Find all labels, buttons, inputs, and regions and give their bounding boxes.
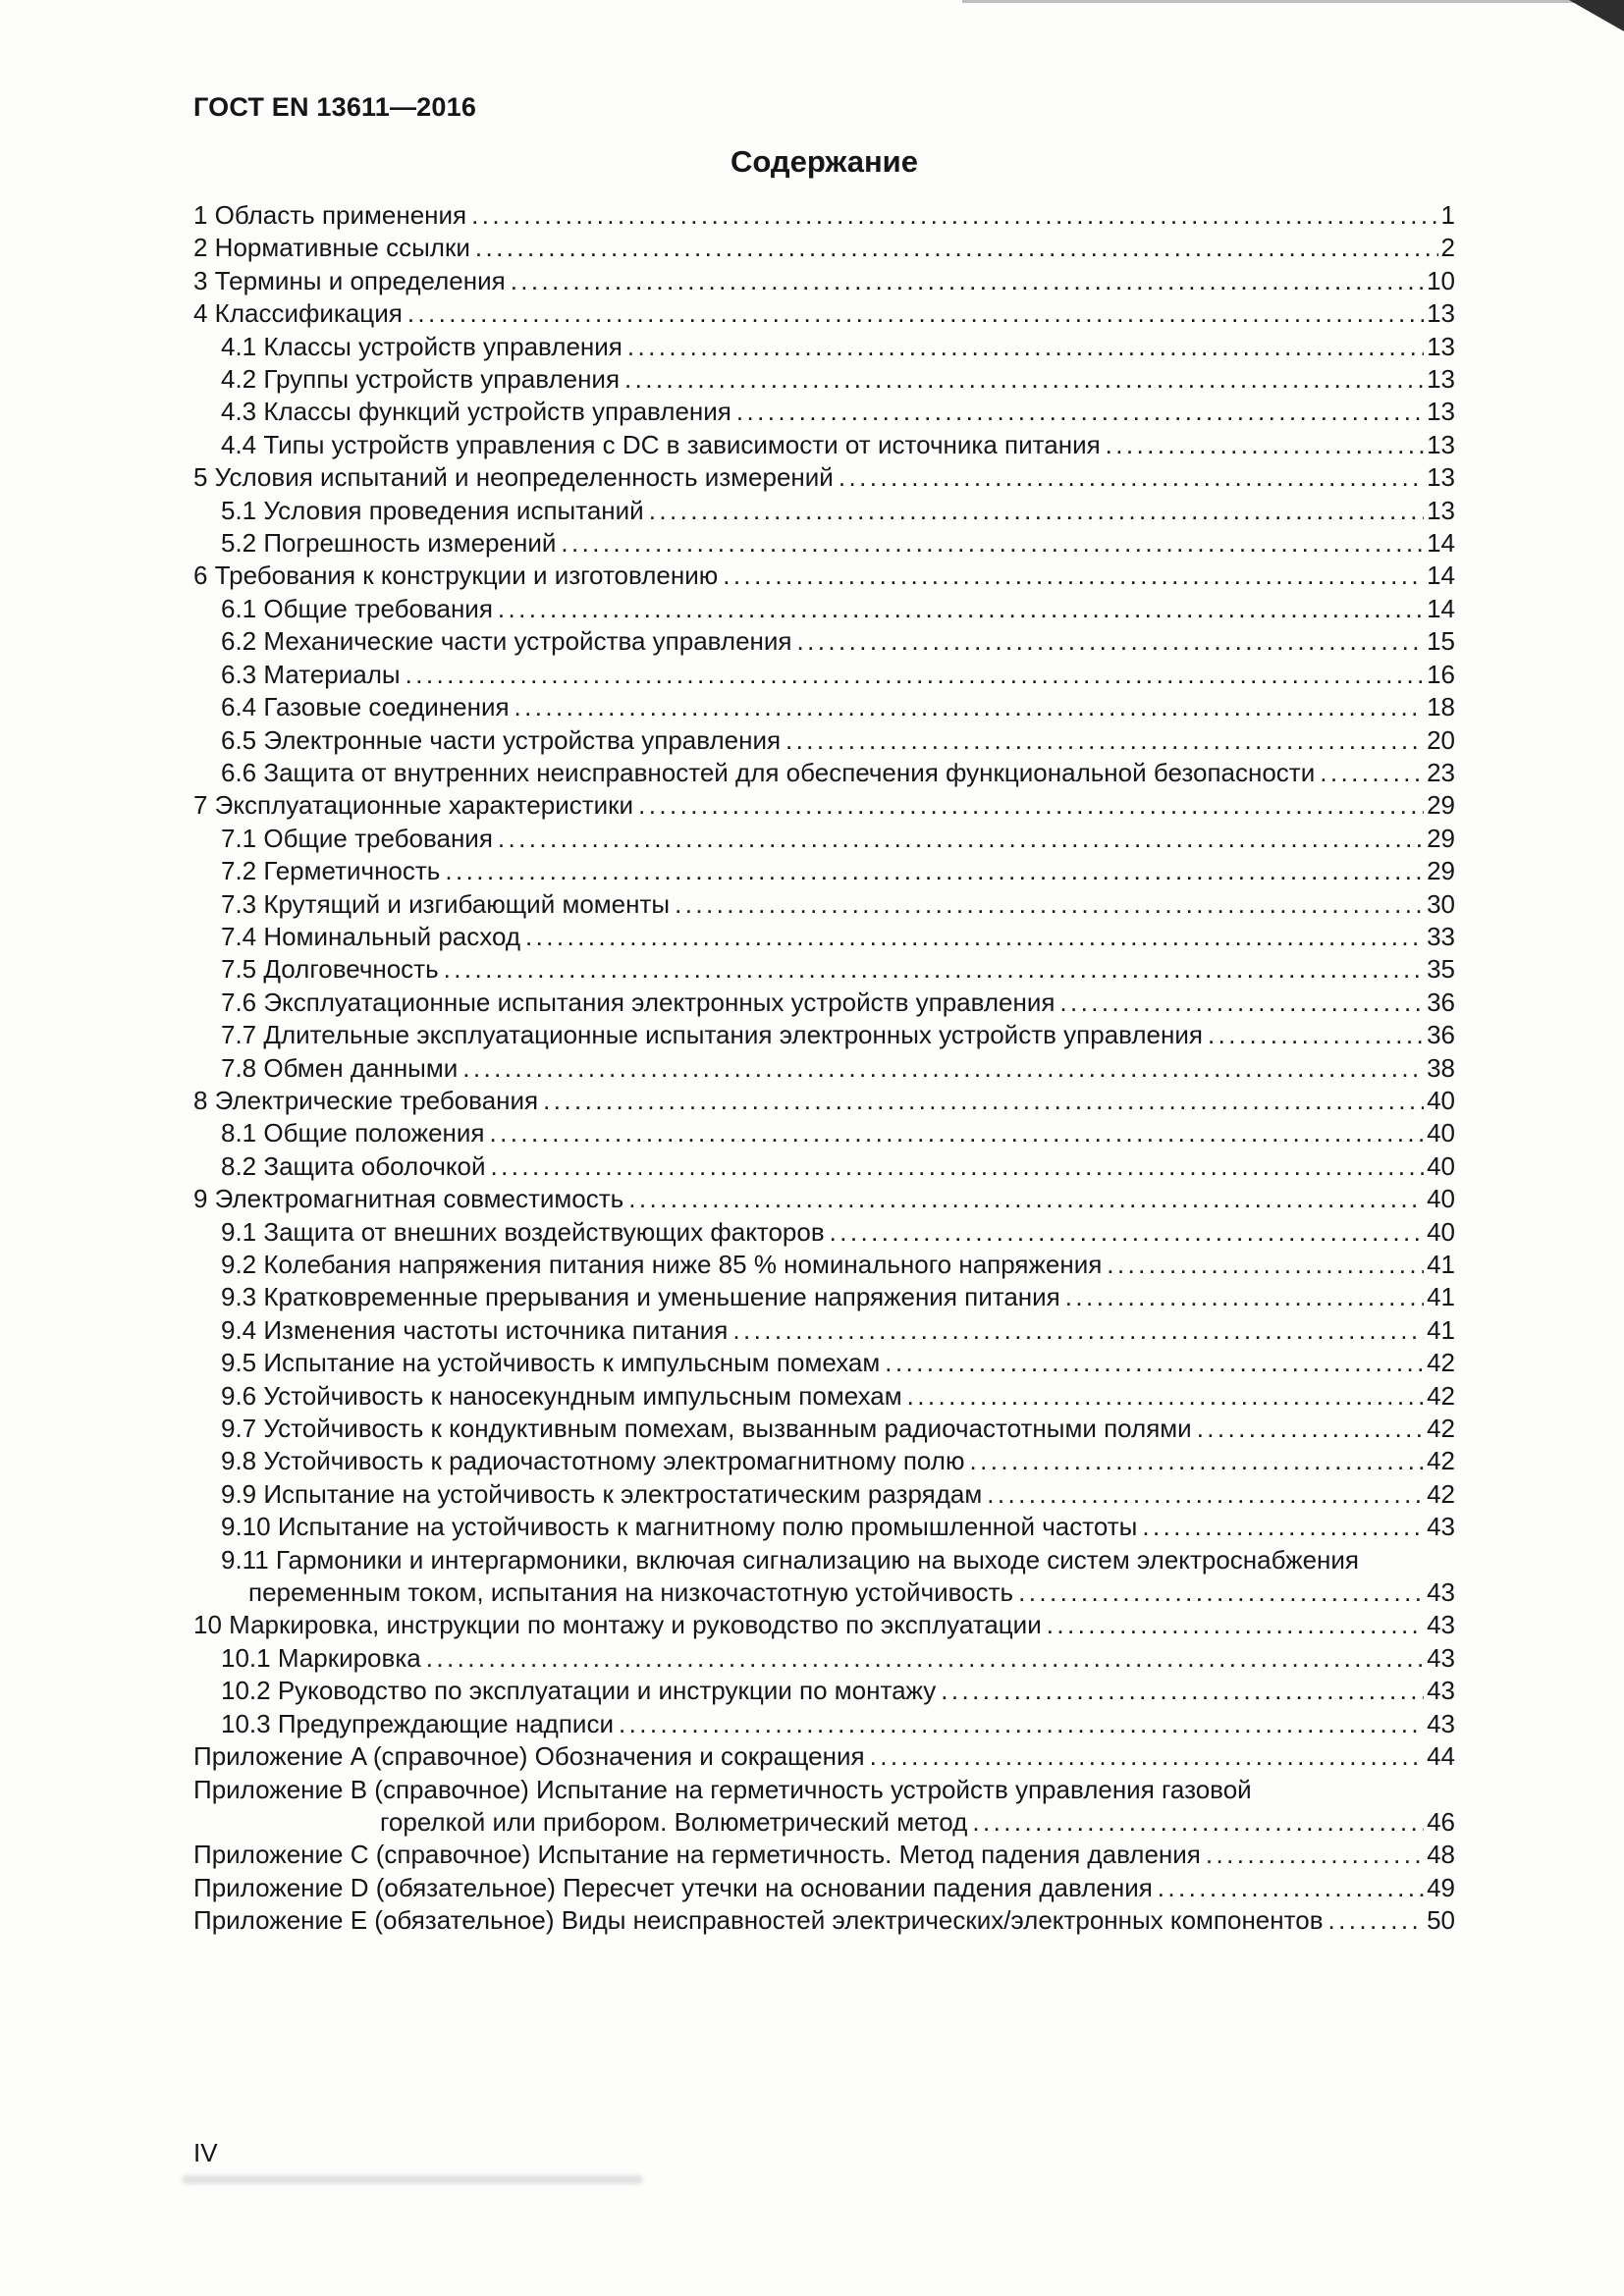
toc-leader-dots: [498, 593, 1424, 625]
toc-entry: [193, 1511, 1455, 1543]
toc-leader-dots: [1208, 1019, 1424, 1051]
toc-leader-dots: [511, 265, 1424, 297]
toc-entry: [193, 1117, 1455, 1149]
toc-entry-page: 43: [1427, 1610, 1455, 1640]
toc-entry-page: 42: [1427, 1446, 1455, 1476]
toc-entry-page: 15: [1427, 626, 1455, 657]
toc-entry-label: 7.1 Общие требования: [221, 823, 493, 853]
toc-leader-dots: [462, 1052, 1424, 1085]
toc-leader-dots: [1328, 1904, 1425, 1937]
toc-entry-label: 6.1 Общие требования: [221, 593, 493, 623]
toc-entry: [193, 1806, 1455, 1839]
toc-leader-dots: [619, 1708, 1424, 1740]
toc-entry-page: 29: [1427, 790, 1455, 821]
toc-leader-dots: [543, 1085, 1424, 1117]
page-number: IV: [193, 2138, 218, 2167]
toc-entry-page: 2: [1440, 233, 1455, 263]
page-content: [193, 92, 1455, 1938]
toc-entry-label: 7.3 Крутящий и изгибающий моменты: [221, 888, 671, 919]
toc-leader-dots: [627, 331, 1424, 363]
toc-entry-label: 2 Нормативные ссылки: [193, 233, 470, 263]
toc-leader-dots: [1320, 757, 1424, 789]
toc-entry: [193, 1150, 1455, 1183]
toc-leader-dots: [907, 1380, 1424, 1413]
toc-entry: [193, 396, 1455, 428]
toc-leader-dots: [870, 1740, 1424, 1773]
toc-leader-dots: [490, 1117, 1425, 1149]
toc-entry-label: 8 Электрические требования: [193, 1085, 539, 1115]
toc-entry-page: 36: [1427, 1020, 1455, 1050]
toc-entry-label: 4.3 Классы функций устройств управления: [221, 397, 731, 427]
toc-leader-dots: [475, 232, 1438, 264]
toc-entry-page: 10: [1427, 265, 1455, 295]
toc-entry: [193, 625, 1455, 658]
toc-entry-label: 10.1 Маркировка: [221, 1642, 421, 1673]
toc-entry: [193, 1576, 1455, 1609]
toc-entry-page: 48: [1427, 1840, 1455, 1870]
toc-entry-label: 5 Условия испытаний и неопределенность измерений: [193, 462, 834, 493]
toc-entry: [193, 1708, 1455, 1740]
toc-entry: [193, 199, 1455, 232]
toc-entry: [193, 1904, 1455, 1937]
toc-leader-dots: [1065, 1281, 1424, 1313]
toc-entry-label: 9.10 Испытание на устойчивость к магнитному полю промышленной частоты: [221, 1512, 1138, 1542]
toc-entry-label: 6.3 Материалы: [221, 659, 401, 689]
toc-entry-label: Приложение D (обязательное) Пересчет утечки на основании падения давления: [193, 1872, 1153, 1902]
toc-entry-page: 46: [1427, 1806, 1455, 1837]
toc-leader-dots: [732, 1314, 1424, 1347]
toc-entry-label: 7.2 Герметичность: [221, 856, 441, 886]
toc-entry-page: 49: [1427, 1872, 1455, 1902]
toc-entry-page: 13: [1427, 298, 1455, 329]
toc-entry: [193, 888, 1455, 921]
toc-entry-page: 42: [1427, 1348, 1455, 1378]
toc-entry-label: 4.4 Типы устройств управления с DC в зависимости от источника питания: [221, 429, 1101, 459]
toc-leader-dots: [498, 823, 1424, 855]
toc-entry-page: 44: [1427, 1741, 1455, 1772]
toc-entry: [193, 757, 1455, 789]
toc-entry-page: 35: [1427, 954, 1455, 985]
toc-entry-label: 9.4 Изменения частоты источника питания: [221, 1314, 729, 1345]
toc-entry-label: 10 Маркировка, инструкции по монтажу и руководство по эксплуатации: [193, 1610, 1042, 1640]
toc-entry: [193, 1019, 1455, 1051]
toc-entry-page: 13: [1427, 429, 1455, 459]
toc-entry: [193, 1216, 1455, 1249]
toc-entry: [193, 1347, 1455, 1379]
toc-entry-label: Приложение A (справочное) Обозначения и сокращения: [193, 1741, 865, 1772]
toc-entry: [193, 1052, 1455, 1085]
toc-leader-dots: [624, 363, 1424, 396]
toc-entry: [193, 1445, 1455, 1477]
toc-entry: [193, 297, 1455, 330]
toc-entry-page: 13: [1427, 495, 1455, 525]
toc-entry-label: 7.4 Номинальный расход: [221, 921, 521, 951]
toc-entry-label: 4.1 Классы устройств управления: [221, 331, 623, 361]
toc-leader-dots: [514, 691, 1425, 723]
toc-entry: [193, 1642, 1455, 1675]
scan-artifact-smudge: [182, 2175, 643, 2184]
toc-leader-dots: [1197, 1413, 1424, 1445]
toc-entry-label: 7 Эксплуатационные характеристики: [193, 790, 634, 821]
toc-entry: [193, 495, 1455, 527]
toc-entry-label: 8.2 Защита оболочкой: [221, 1150, 486, 1181]
toc-entry-page: 14: [1427, 528, 1455, 559]
toc-leader-dots: [969, 1445, 1424, 1477]
toc-leader-dots: [445, 855, 1424, 887]
toc-leader-dots: [675, 888, 1424, 921]
toc-entry-page: 40: [1427, 1085, 1455, 1115]
toc-leader-dots: [1206, 1839, 1424, 1871]
toc-entry-label: 5.2 Погрешность измерений: [221, 528, 557, 559]
toc-entry-label: 3 Термины и определения: [193, 265, 506, 295]
toc-leader-dots: [830, 1216, 1424, 1249]
toc-entry: [193, 1183, 1455, 1215]
toc-entry: [193, 789, 1455, 822]
toc-leader-dots: [723, 560, 1424, 592]
toc-leader-dots: [426, 1642, 1424, 1675]
toc-entry: [193, 1281, 1455, 1313]
toc-entry-label: 6.4 Газовые соединения: [221, 692, 510, 722]
toc-entry: [193, 1478, 1455, 1511]
toc-entry-label: 6 Требования к конструкции и изготовлению: [193, 561, 719, 591]
toc-leader-dots: [1158, 1872, 1424, 1904]
toc-entry-label: 6.6 Защита от внутренних неисправностей для обеспечения функциональной безопасности: [221, 757, 1316, 787]
toc-leader-dots: [1107, 1249, 1424, 1281]
toc-entry-page: 40: [1427, 1184, 1455, 1214]
toc-leader-dots: [525, 921, 1424, 953]
toc-entry-label: горелкой или прибором. Волюметрический метод: [380, 1806, 968, 1837]
toc-entry: [193, 1085, 1455, 1117]
toc-entry: [193, 593, 1455, 625]
toc-entry: [193, 429, 1455, 461]
toc-entry-label: 9.5 Испытание на устойчивость к импульсным помехам: [221, 1348, 881, 1378]
toc-entry-label: 4.2 Группы устройств управления: [221, 364, 621, 395]
toc-entry: [193, 232, 1455, 264]
toc-entry-page: 36: [1427, 987, 1455, 1017]
toc-entry-label: 4 Классификация: [193, 298, 403, 329]
toc-entry-label: 10.3 Предупреждающие надписи: [221, 1708, 614, 1738]
toc-leader-dots: [1142, 1511, 1424, 1543]
toc-entry-label: 7.6 Эксплуатационные испытания электронных устройств управления: [221, 987, 1056, 1017]
toc-leader-dots: [471, 199, 1437, 232]
scan-artifact-corner: [1555, 0, 1624, 31]
toc-entry-page: 41: [1427, 1282, 1455, 1312]
scan-artifact-top-edge: [962, 0, 1624, 3]
toc-leader-dots: [1059, 987, 1424, 1019]
toc-entry-label: 9.2 Колебания напряжения питания ниже 85 % номинального напряжения: [221, 1250, 1103, 1279]
toc-title: Содержание: [731, 144, 918, 179]
toc-leader-dots: [491, 1150, 1425, 1183]
toc-entry: [193, 265, 1455, 297]
toc-entry-page: 40: [1427, 1216, 1455, 1247]
toc-leader-dots: [649, 495, 1424, 527]
toc-entry-label: 10.2 Руководство по эксплуатации и инструкции по монтажу: [221, 1676, 937, 1706]
toc-entry-page: 43: [1427, 1577, 1455, 1608]
toc-leader-dots: [785, 724, 1424, 757]
toc-leader-dots: [885, 1347, 1424, 1379]
toc-entry-label: 9.3 Кратковременные прерывания и уменьшение напряжения питания: [221, 1282, 1060, 1312]
toc-entry: [193, 363, 1455, 396]
toc-leader-dots: [796, 625, 1424, 658]
toc-entry-label: 6.2 Механические части устройства управления: [221, 626, 792, 657]
toc-entry: [193, 659, 1455, 691]
toc-leader-dots: [1047, 1609, 1424, 1641]
toc-leader-dots: [972, 1806, 1424, 1839]
toc-entry-page: 29: [1427, 823, 1455, 853]
toc-entry-page: 1: [1440, 200, 1455, 230]
toc-entry: [193, 855, 1455, 887]
toc-entry-label: 9.6 Устойчивость к наносекундным импульсным помехам: [221, 1380, 902, 1411]
toc-entry: [193, 1413, 1455, 1445]
toc-entry: [193, 461, 1455, 494]
toc-entry: [193, 1774, 1455, 1806]
toc-entry-page: 23: [1427, 757, 1455, 787]
toc-entry-page: 40: [1427, 1150, 1455, 1181]
toc-entry: [193, 331, 1455, 363]
toc-entry-page: 43: [1427, 1642, 1455, 1673]
toc-entry-page: 13: [1427, 462, 1455, 493]
toc-entry: [193, 1609, 1455, 1641]
toc-entry-label: 9.8 Устойчивость к радиочастотному электромагнитному полю: [221, 1446, 965, 1476]
toc-entry-page: 20: [1427, 724, 1455, 755]
toc-entry-label: 9.7 Устойчивость к кондуктивным помехам, вызванным радиочастотными полями: [221, 1414, 1192, 1444]
toc-entry-label: 6.5 Электронные части устройства управления: [221, 724, 782, 755]
toc-entry-page: 42: [1427, 1478, 1455, 1509]
toc-entry: [193, 691, 1455, 723]
toc-entry: [193, 1380, 1455, 1413]
document-designation: ГОСТ EN 13611—2016: [193, 92, 477, 122]
toc-entry: [193, 1740, 1455, 1773]
toc-leader-dots: [941, 1675, 1424, 1707]
toc-entry-page: 42: [1427, 1414, 1455, 1444]
toc-entry: [193, 823, 1455, 855]
toc-entry-page: 43: [1427, 1512, 1455, 1542]
toc-entry-page: 43: [1427, 1708, 1455, 1738]
toc-entry-page: 38: [1427, 1052, 1455, 1083]
toc-leader-dots: [628, 1183, 1424, 1215]
toc-entry-page: 41: [1427, 1250, 1455, 1279]
toc-entry-label: Приложение C (справочное) Испытание на герметичность. Метод падения давления: [193, 1840, 1201, 1870]
toc-leader-dots: [839, 461, 1424, 494]
toc-entry: [193, 1839, 1455, 1871]
toc-entry: [193, 1544, 1455, 1576]
toc-entry: [193, 987, 1455, 1019]
toc-entry: [193, 921, 1455, 953]
toc-entry: [193, 1249, 1455, 1281]
toc-entry-page: 29: [1427, 856, 1455, 886]
toc-leader-dots: [987, 1478, 1424, 1511]
toc-leader-dots: [561, 527, 1424, 560]
toc-entry-page: 18: [1427, 692, 1455, 722]
toc-entry: [193, 560, 1455, 592]
toc-entry-page: 33: [1427, 921, 1455, 951]
toc-entry: [193, 527, 1455, 560]
toc-entry-page: 14: [1427, 561, 1455, 591]
toc-list: [193, 199, 1455, 1938]
toc-entry-label: переменным током, испытания на низкочастотную устойчивость: [248, 1577, 1014, 1608]
toc-entry-label: 7.5 Долговечность: [221, 954, 439, 985]
toc-entry: [193, 1675, 1455, 1707]
toc-leader-dots: [1106, 429, 1424, 461]
toc-entry-label: 1 Область применения: [193, 200, 467, 230]
toc-entry-label: 9.9 Испытание на устойчивость к электростатическим разрядам: [221, 1478, 983, 1509]
toc-leader-dots: [638, 789, 1424, 822]
toc-entry-page: 14: [1427, 593, 1455, 623]
toc-entry-page: 13: [1427, 331, 1455, 361]
toc-leader-dots: [736, 396, 1424, 428]
toc-entry-label: 9.11 Гармоники и интергармоники, включая сигнализацию на выходе систем электроснабжения: [221, 1544, 1360, 1575]
toc-entry-page: 42: [1427, 1380, 1455, 1411]
toc-entry-page: 30: [1427, 888, 1455, 919]
toc-leader-dots: [444, 953, 1424, 986]
toc-entry-label: 5.1 Условия проведения испытаний: [221, 495, 644, 525]
toc-entry-label: 7.7 Длительные эксплуатационные испытания электронных устройств управления: [221, 1020, 1203, 1050]
toc-entry: [193, 1872, 1455, 1904]
toc-entry: [193, 953, 1455, 986]
toc-entry-page: 41: [1427, 1314, 1455, 1345]
toc-entry-label: 9 Электромагнитная совместимость: [193, 1184, 624, 1214]
toc-entry-label: Приложение B (справочное) Испытание на герметичность устройств управления газовой: [193, 1774, 1252, 1804]
toc-entry: [193, 1314, 1455, 1347]
toc-entry-page: 13: [1427, 397, 1455, 427]
toc-entry-page: 13: [1427, 364, 1455, 395]
toc-entry-label: Приложение E (обязательное) Виды неисправностей электрических/электронных компонентов: [193, 1905, 1324, 1936]
toc-entry-page: 16: [1427, 659, 1455, 689]
toc-entry-page: 50: [1427, 1905, 1455, 1936]
toc-entry: [193, 724, 1455, 757]
toc-entry-label: 7.8 Обмен данными: [221, 1052, 459, 1083]
toc-entry-label: 8.1 Общие положения: [221, 1118, 485, 1148]
toc-leader-dots: [1018, 1576, 1424, 1609]
toc-leader-dots: [406, 659, 1424, 691]
toc-entry-page: 43: [1427, 1676, 1455, 1706]
toc-entry-label: 9.1 Защита от внешних воздействующих факторов: [221, 1216, 825, 1247]
toc-leader-dots: [407, 297, 1424, 330]
toc-entry-page: 40: [1427, 1118, 1455, 1148]
